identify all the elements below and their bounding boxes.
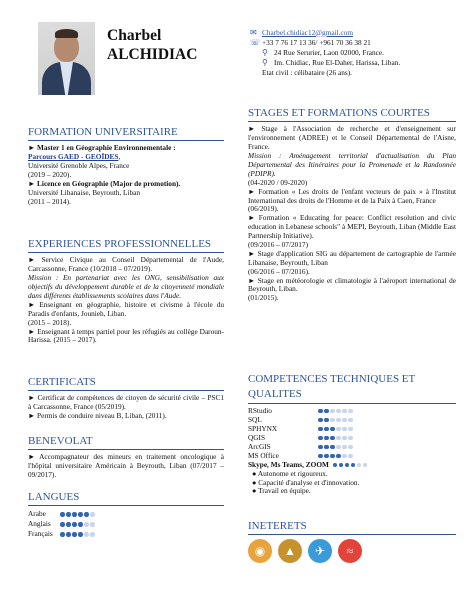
location-icon: ⚲ bbox=[262, 48, 268, 58]
skill-level bbox=[318, 427, 353, 432]
level-dot bbox=[72, 512, 77, 517]
section-title: INETERETS bbox=[248, 520, 456, 535]
level-dot bbox=[348, 445, 353, 450]
level-dot bbox=[324, 409, 329, 414]
stage-item: ► Stage à l'Association de recherche et d'enseignement sur l'environnement (ADREE) et le Conseil Départemental de l'Aisne, France. bbox=[248, 124, 456, 152]
skill-label: Skype, Ms Teams, ZOOM bbox=[248, 459, 329, 469]
level-dot bbox=[336, 454, 341, 459]
licence-date: (2011 – 2014). bbox=[28, 196, 71, 206]
level-dot bbox=[66, 512, 71, 517]
language-level bbox=[60, 512, 95, 517]
civil-status: Etat civil : célibataire (26 ans). bbox=[262, 67, 352, 77]
section-title: BENEVOLAT bbox=[28, 435, 224, 450]
level-dot bbox=[330, 418, 335, 423]
level-dot bbox=[78, 512, 83, 517]
skill-level bbox=[318, 418, 353, 423]
level-dot bbox=[348, 418, 353, 423]
language-row bbox=[28, 519, 224, 529]
language-row bbox=[28, 529, 224, 539]
level-dot bbox=[60, 512, 65, 517]
level-dot bbox=[90, 522, 95, 527]
quality-item: ● Capacité d'analyse et d'innovation. bbox=[252, 477, 360, 487]
skill-row bbox=[248, 425, 456, 434]
section-stages bbox=[248, 107, 456, 303]
level-dot bbox=[348, 454, 353, 459]
stage-date: (09/2016 – 07/2017) bbox=[248, 239, 308, 249]
language-level bbox=[60, 522, 95, 527]
level-dot bbox=[324, 427, 329, 432]
contact-block bbox=[250, 28, 460, 78]
phone: +33 7 76 17 13 36/ +961 70 36 38 21 bbox=[262, 37, 371, 47]
level-dot bbox=[84, 522, 89, 527]
quality-item: ● Autonome et rigoureux. bbox=[252, 468, 328, 478]
master-date: (2019 – 2020). bbox=[28, 170, 72, 180]
skill-label: SQL bbox=[248, 414, 262, 424]
phone-icon: ☏ bbox=[250, 38, 261, 48]
level-dot bbox=[324, 436, 329, 441]
level-dot bbox=[66, 522, 71, 527]
section-title: CERTIFICATS bbox=[28, 376, 224, 391]
level-dot bbox=[330, 445, 335, 450]
language-label: Anglais bbox=[28, 518, 51, 528]
skill-label: ArcGIS bbox=[248, 441, 271, 451]
licence-title: ► Licence en Géographie (Major de promotion). bbox=[28, 178, 181, 188]
skill-row bbox=[248, 434, 456, 443]
experience-mission: Mission : En partenariat avec les ONG, sensibilisation aux objectifs du développement durable et de la citoyenneté mondiale dans différents établissements scolaires dans l'Aude. bbox=[28, 273, 224, 300]
stage-date: (01/2015). bbox=[248, 293, 279, 303]
last-name: ALCHIDIAC bbox=[107, 45, 198, 63]
level-dot bbox=[333, 463, 338, 468]
section-title: STAGES ET FORMATIONS COURTES bbox=[248, 107, 456, 122]
section-langues bbox=[28, 491, 224, 539]
stage-item: ► Stage en météorologie et climatologie à l'aéroport international de Beyrouth, Liban. bbox=[248, 275, 456, 294]
skill-level bbox=[318, 409, 353, 414]
level-dot bbox=[342, 427, 347, 432]
skill-label: MS Office bbox=[248, 450, 279, 460]
level-dot bbox=[342, 436, 347, 441]
level-dot bbox=[348, 436, 353, 441]
level-dot bbox=[318, 454, 323, 459]
section-title: FORMATION UNIVERSITAIRE bbox=[28, 126, 224, 141]
level-dot bbox=[336, 445, 341, 450]
skill-level bbox=[318, 454, 353, 459]
level-dot bbox=[345, 463, 350, 468]
level-dot bbox=[357, 463, 362, 468]
level-dot bbox=[84, 512, 89, 517]
level-dot bbox=[336, 436, 341, 441]
experience-item: ► Enseignant à temps partiel pour les réfugiés au collège Daroun-Harissa. (2015 – 2017). bbox=[28, 326, 224, 345]
level-dot bbox=[66, 532, 71, 537]
level-dot bbox=[78, 522, 83, 527]
section-experiences bbox=[28, 238, 224, 345]
language-level bbox=[60, 532, 95, 537]
level-dot bbox=[351, 463, 356, 468]
level-dot bbox=[78, 532, 83, 537]
level-dot bbox=[330, 436, 335, 441]
stage-date: (06/2016 – 07/2016). bbox=[248, 266, 310, 276]
level-dot bbox=[342, 445, 347, 450]
level-dot bbox=[342, 454, 347, 459]
experience-item: ► Service Civique au Conseil Départemental de l'Aude, Carcassonne, France (10/2018 – 07/2019). bbox=[28, 255, 224, 274]
address-1: 24 Rue Serurier, Laon 02000, France. bbox=[274, 47, 384, 57]
full-name bbox=[107, 27, 197, 64]
level-dot bbox=[60, 522, 65, 527]
level-dot bbox=[348, 409, 353, 414]
benevolat-item: ► Accompagnateur des mineurs en traitement oncologique à l'hôpital universitaire Américain à Beyrouth, Liban (07/2017 – 09/2017). bbox=[28, 452, 224, 480]
level-dot bbox=[324, 418, 329, 423]
level-dot bbox=[324, 445, 329, 450]
level-dot bbox=[318, 418, 323, 423]
level-dot bbox=[342, 418, 347, 423]
swimming-icon: ≈ bbox=[338, 539, 362, 563]
section-formation: FORMATION UNIVERSITAIRE ► Master 1 en Géographie Environnementale : Parcours GAED - GEOÏDES, Université Grenoble Alpes, France (2019 – 2020). ► Licence en Géographie (Major de promotion). Université Libanaise, Beyrouth, Liban (2011 – 2014). bbox=[28, 126, 224, 207]
skill-level bbox=[333, 463, 368, 468]
level-dot bbox=[318, 427, 323, 432]
language-row bbox=[28, 509, 224, 519]
level-dot bbox=[348, 427, 353, 432]
level-dot bbox=[342, 409, 347, 414]
master-place: Université Grenoble Alpes, France bbox=[28, 161, 130, 171]
section-certificats bbox=[28, 376, 224, 421]
section-title: EXPERIENCES PROFESSIONNELLES bbox=[28, 238, 224, 253]
level-dot bbox=[330, 454, 335, 459]
licence-place: Université Libanaise, Beyrouth, Liban bbox=[28, 187, 141, 197]
profile-photo bbox=[38, 22, 95, 95]
skill-label: QGIS bbox=[248, 432, 266, 442]
level-dot bbox=[336, 418, 341, 423]
experience-date: (2015 – 2018). bbox=[28, 317, 72, 327]
section-competences bbox=[248, 372, 456, 496]
level-dot bbox=[72, 522, 77, 527]
plane-icon: ✈ bbox=[308, 539, 332, 563]
email-icon: ✉ bbox=[250, 28, 257, 38]
level-dot bbox=[330, 409, 335, 414]
skill-label: RStudio bbox=[248, 405, 272, 415]
skill-label: SPHYNX bbox=[248, 423, 278, 433]
stage-date: (04-2020 / 09-2020) bbox=[248, 177, 308, 187]
level-dot bbox=[330, 427, 335, 432]
camera-icon: ◉ bbox=[248, 539, 272, 563]
certificat-item: ► Certificat de compétences de citoyen de sécurité civile – PSC1 à Carcassonne, France (05/2019). bbox=[28, 393, 224, 412]
first-name: Charbel bbox=[107, 27, 162, 44]
section-title: COMPETENCES TECHNIQUES ET QUALITES bbox=[248, 372, 456, 404]
level-dot bbox=[336, 427, 341, 432]
stage-mission: Mission : Aménagement territorial d'actualisation du Plan Départemental des Itinéraires pour la Promenade et la Randonnée (PDIPR). bbox=[248, 151, 456, 178]
hiking-icon: ▲ bbox=[278, 539, 302, 563]
certificat-item: ► Permis de conduire niveau B, Liban, (2011). bbox=[28, 411, 167, 421]
stage-item: ► Formation « Educating for peace: Conflict resolution and civic education in Lebanese schools" à MEPI, Beyrouth, Liban (Middle East Partnership Initiative). bbox=[248, 213, 456, 241]
experience-item: ► Enseignant en géographie, histoire et civisme à l'école du Paradis d'enfants, Jounieh, Liban. bbox=[28, 299, 224, 318]
skill-level bbox=[318, 436, 353, 441]
language-label: Arabe bbox=[28, 508, 46, 518]
skill-row bbox=[248, 407, 456, 416]
master-link[interactable]: Parcours GAED - GEOÏDES bbox=[28, 152, 119, 162]
quality-item: ● Travail en équipe. bbox=[252, 486, 311, 496]
level-dot bbox=[90, 532, 95, 537]
section-title: LANGUES bbox=[28, 491, 224, 506]
level-dot bbox=[318, 445, 323, 450]
stage-item: ► Formation « Les droits de l'enfant vecteurs de paix » à l'Institut International des droits de l'Homme et de la Paix à Caen, France bbox=[248, 186, 456, 205]
level-dot bbox=[90, 512, 95, 517]
level-dot bbox=[324, 454, 329, 459]
section-benevolat bbox=[28, 435, 224, 480]
skill-row bbox=[248, 416, 456, 425]
skill-level bbox=[318, 445, 353, 450]
section-interets bbox=[248, 520, 456, 563]
location-icon: ⚲ bbox=[262, 58, 268, 68]
level-dot bbox=[60, 532, 65, 537]
level-dot bbox=[339, 463, 344, 468]
email-link[interactable]: Charbel.chidiac12@gmail.com bbox=[262, 27, 354, 37]
level-dot bbox=[336, 409, 341, 414]
master-title: ► Master 1 en Géographie Environnementale : bbox=[28, 143, 176, 153]
stage-date: (06/2019). bbox=[248, 204, 279, 214]
level-dot bbox=[363, 463, 368, 468]
level-dot bbox=[84, 532, 89, 537]
stage-item: ► Stage d'application SIG au département de cartographie de l'armée Libanaise, Beyrouth, Liban bbox=[248, 248, 456, 267]
level-dot bbox=[72, 532, 77, 537]
language-label: Français bbox=[28, 528, 53, 538]
address-2: Im. Chidiac, Rue El-Daher, Harissa, Liban. bbox=[274, 57, 401, 67]
level-dot bbox=[318, 409, 323, 414]
skill-row bbox=[248, 443, 456, 452]
level-dot bbox=[318, 436, 323, 441]
